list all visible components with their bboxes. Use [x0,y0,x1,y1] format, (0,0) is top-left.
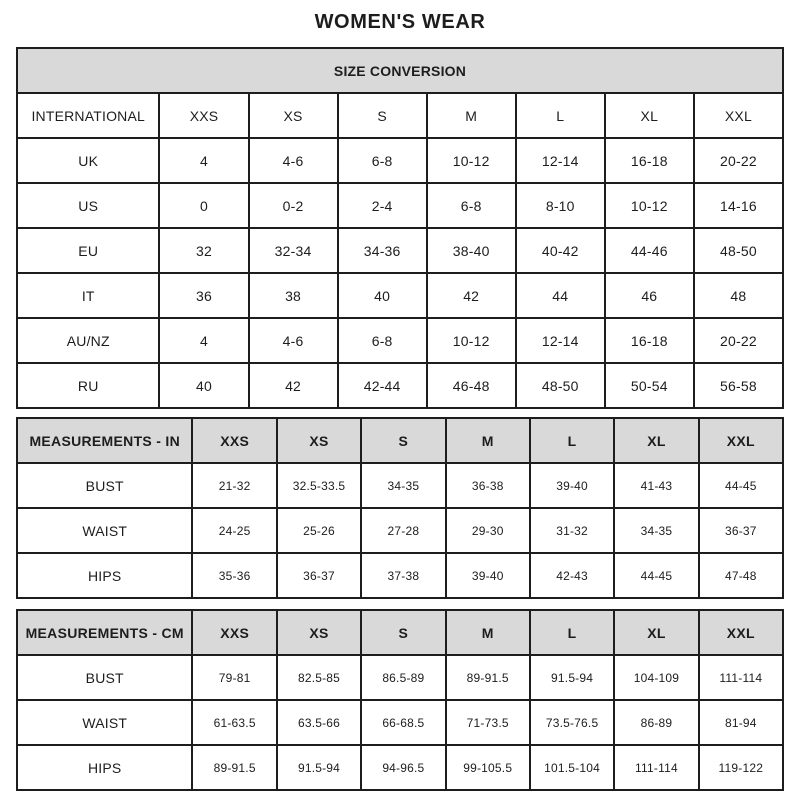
value-cell: 40 [338,273,427,318]
value-cell: 36-37 [699,508,783,553]
table-row [17,138,783,183]
value-cell: 4-6 [249,138,338,183]
value-cell: 10-12 [427,138,516,183]
value-cell: 36-37 [277,553,361,598]
size-header-cell: XL [605,93,694,138]
value-cell: 46 [605,273,694,318]
size-header-cell: XXS [192,610,276,655]
size-header-cell: XXL [694,93,783,138]
value-cell: 44-46 [605,228,694,273]
value-cell: 36-38 [446,463,530,508]
row-label-cell: RU [17,363,159,408]
row-label-cell: EU [17,228,159,273]
size-header-cell: S [361,610,445,655]
table-banner-row [17,48,783,93]
size-header-cell: XXL [699,418,783,463]
size-header-cell: XL [614,418,698,463]
row-label-cell: AU/NZ [17,318,159,363]
value-cell: 32 [159,228,248,273]
value-cell: 29-30 [446,508,530,553]
value-cell: 25-26 [277,508,361,553]
table-row [17,273,783,318]
value-cell: 81-94 [699,700,783,745]
measurements-in-table [16,417,784,599]
value-cell: 86.5-89 [361,655,445,700]
measurements-cm-table [16,609,784,791]
value-cell: 111-114 [614,745,698,790]
table-banner: SIZE CONVERSION [17,48,783,93]
header-label-cell: MEASUREMENTS - CM [17,610,192,655]
header-row [17,610,783,655]
value-cell: 48 [694,273,783,318]
value-cell: 34-35 [614,508,698,553]
value-cell: 42 [249,363,338,408]
value-cell: 101.5-104 [530,745,614,790]
value-cell: 71-73.5 [446,700,530,745]
value-cell: 35-36 [192,553,276,598]
value-cell: 10-12 [605,183,694,228]
size-header-cell: XS [277,418,361,463]
row-label-cell: BUST [17,655,192,700]
value-cell: 37-38 [361,553,445,598]
table-row [17,745,783,790]
value-cell: 34-35 [361,463,445,508]
value-cell: 42 [427,273,516,318]
row-label-cell: WAIST [17,700,192,745]
row-label-cell: HIPS [17,553,192,598]
value-cell: 12-14 [516,318,605,363]
value-cell: 79-81 [192,655,276,700]
value-cell: 99-105.5 [446,745,530,790]
value-cell: 0-2 [249,183,338,228]
table-row [17,553,783,598]
header-row [17,93,783,138]
value-cell: 46-48 [427,363,516,408]
header-label-cell: MEASUREMENTS - IN [17,418,192,463]
row-label-cell: IT [17,273,159,318]
value-cell: 47-48 [699,553,783,598]
value-cell: 63.5-66 [277,700,361,745]
value-cell: 40-42 [516,228,605,273]
size-header-cell: L [516,93,605,138]
header-label-cell: INTERNATIONAL [17,93,159,138]
value-cell: 104-109 [614,655,698,700]
table-row [17,700,783,745]
value-cell: 48-50 [694,228,783,273]
value-cell: 36 [159,273,248,318]
size-header-cell: XS [249,93,338,138]
value-cell: 32.5-33.5 [277,463,361,508]
value-cell: 73.5-76.5 [530,700,614,745]
value-cell: 66-68.5 [361,700,445,745]
value-cell: 4 [159,318,248,363]
size-header-cell: L [530,418,614,463]
value-cell: 61-63.5 [192,700,276,745]
table-row [17,508,783,553]
value-cell: 56-58 [694,363,783,408]
value-cell: 31-32 [530,508,614,553]
value-cell: 34-36 [338,228,427,273]
value-cell: 6-8 [338,138,427,183]
value-cell: 82.5-85 [277,655,361,700]
value-cell: 2-4 [338,183,427,228]
value-cell: 24-25 [192,508,276,553]
value-cell: 91.5-94 [530,655,614,700]
value-cell: 39-40 [530,463,614,508]
value-cell: 44 [516,273,605,318]
table-row [17,183,783,228]
value-cell: 91.5-94 [277,745,361,790]
size-header-cell: L [530,610,614,655]
value-cell: 44-45 [699,463,783,508]
value-cell: 20-22 [694,138,783,183]
value-cell: 14-16 [694,183,783,228]
row-label-cell: WAIST [17,508,192,553]
value-cell: 21-32 [192,463,276,508]
value-cell: 12-14 [516,138,605,183]
value-cell: 111-114 [699,655,783,700]
size-header-cell: XXS [192,418,276,463]
value-cell: 20-22 [694,318,783,363]
size-header-cell: S [338,93,427,138]
size-header-cell: M [446,610,530,655]
size-header-cell: M [427,93,516,138]
value-cell: 38-40 [427,228,516,273]
value-cell: 40 [159,363,248,408]
row-label-cell: US [17,183,159,228]
value-cell: 89-91.5 [446,655,530,700]
value-cell: 4 [159,138,248,183]
value-cell: 6-8 [427,183,516,228]
value-cell: 44-45 [614,553,698,598]
value-cell: 38 [249,273,338,318]
value-cell: 48-50 [516,363,605,408]
value-cell: 42-44 [338,363,427,408]
value-cell: 94-96.5 [361,745,445,790]
size-conversion-table [16,47,784,409]
header-row [17,418,783,463]
value-cell: 10-12 [427,318,516,363]
value-cell: 8-10 [516,183,605,228]
value-cell: 41-43 [614,463,698,508]
value-cell: 16-18 [605,318,694,363]
size-header-cell: XXS [159,93,248,138]
value-cell: 86-89 [614,700,698,745]
value-cell: 32-34 [249,228,338,273]
size-header-cell: XL [614,610,698,655]
size-header-cell: M [446,418,530,463]
table-row [17,463,783,508]
value-cell: 4-6 [249,318,338,363]
table-row [17,655,783,700]
size-header-cell: XXL [699,610,783,655]
row-label-cell: BUST [17,463,192,508]
value-cell: 27-28 [361,508,445,553]
value-cell: 50-54 [605,363,694,408]
value-cell: 16-18 [605,138,694,183]
row-label-cell: HIPS [17,745,192,790]
size-header-cell: S [361,418,445,463]
page-title: WOMEN'S WEAR [314,11,486,33]
table-row [17,318,783,363]
value-cell: 89-91.5 [192,745,276,790]
value-cell: 39-40 [446,553,530,598]
value-cell: 6-8 [338,318,427,363]
value-cell: 42-43 [530,553,614,598]
table-row [17,363,783,408]
size-header-cell: XS [277,610,361,655]
table-row [17,228,783,273]
value-cell: 0 [159,183,248,228]
value-cell: 119-122 [699,745,783,790]
row-label-cell: UK [17,138,159,183]
